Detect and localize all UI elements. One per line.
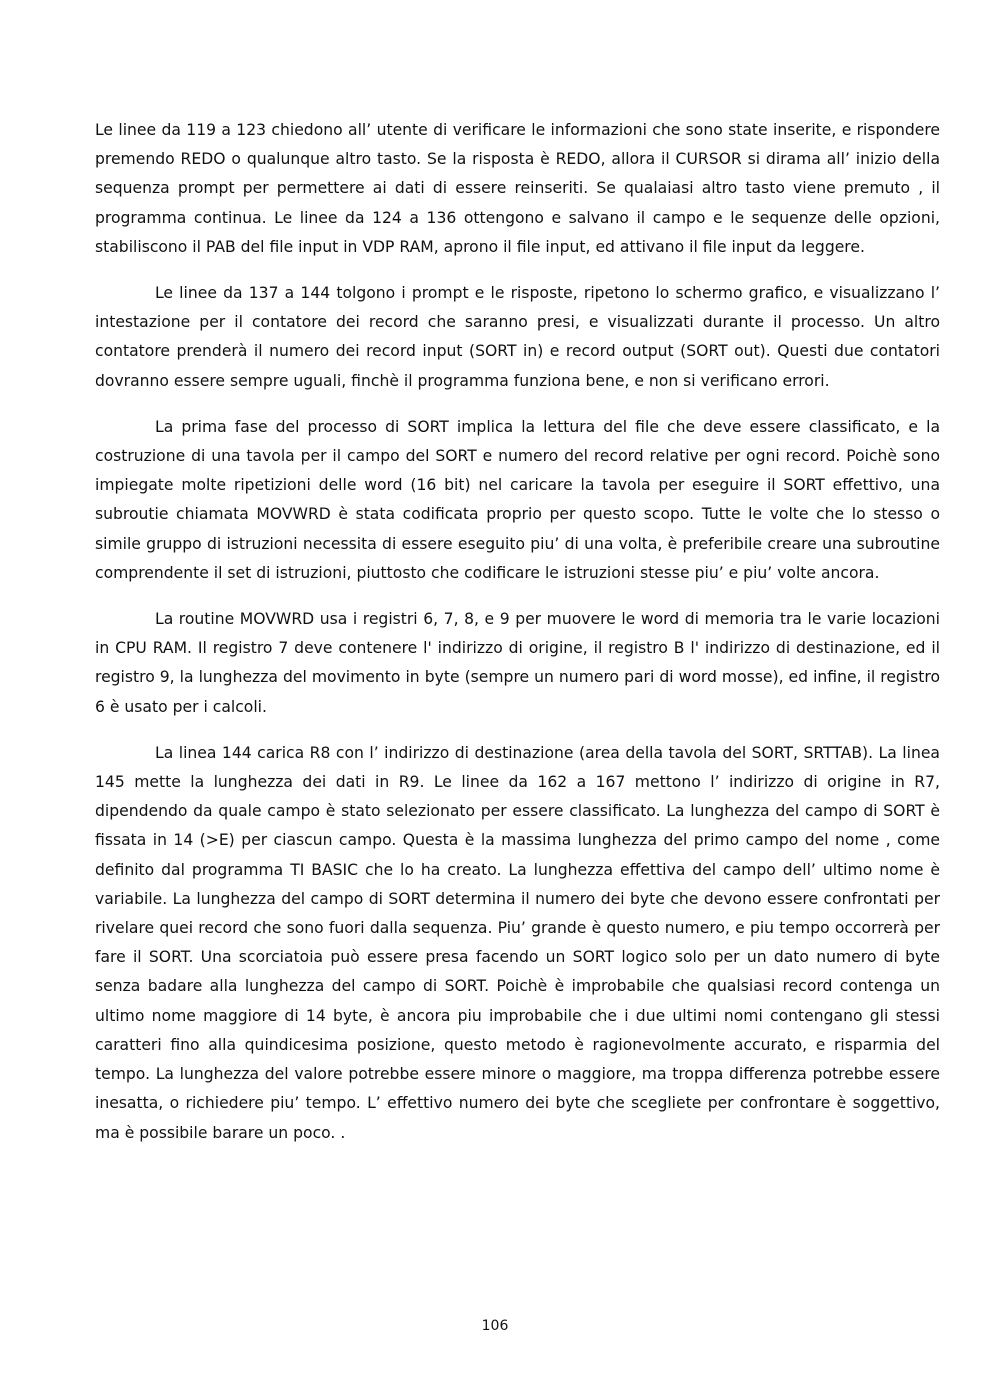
paragraph-1: Le linee da 119 a 123 chiedono all’ utente di verificare le informazioni che sono state inserite, e rispondere premendo REDO o qualunque altro tasto. Se la risposta è REDO, allora il CURSOR si dirama all’ inizio della sequenza prompt per permettere ai dati di essere reinseriti. Se qualaiasi altro tasto viene premuto , il programma continua. Le linee da 124 a 136 ottengono e salvano il campo e le sequenze delle opzioni, stabiliscono il PAB del file input in VDP RAM, aprono il file input, ed attivano il file input da leggere. — [95, 121, 940, 256]
page-number: 106 — [481, 1318, 509, 1334]
paragraph-2: Le linee da 137 a 144 tolgono i prompt e le risposte, ripetono lo schermo grafico, e visualizzano l’ intestazione per il contatore dei record che saranno presi, e visualizzati durante il processo. Un altro contatore prenderà il numero dei record input (SORT in) e record output (SORT out). Questi due contatori dovranno essere sempre uguali, finchè il programma funziona bene, e non si verificano errori. — [95, 284, 940, 390]
paragraph-4: La routine MOVWRD usa i registri 6, 7, 8, e 9 per muovere le word di memoria tra le varie locazioni in CPU RAM. Il registro 7 deve contenere l' indirizzo di origine, il registro B l' indirizzo di destinazione, ed il registro 9, la lunghezza del movimento in byte (sempre un numero pari di word mosse), ed infine, il registro 6 è usato per i calcoli. — [95, 610, 940, 716]
paragraph-3: La prima fase del processo di SORT implica la lettura del file che deve essere classificato, e la costruzione di una tavola per il campo del SORT e numero del record relative per ogni record. Poichè sono impiegate molte ripetizioni delle word (16 bit) nel caricare la tavola per eseguire il SORT effettivo, una subroutie chiamata MOVWRD è stata codificata proprio per questo scopo. Tutte le volte che lo stesso o simile gruppo di istruzioni necessita di essere eseguito piu’ di una volta, è preferibile creare una subroutine comprendente il set di istruzioni, piuttosto che codificare le istruzioni stesse piu’ e piu’ volte ancora. — [95, 417, 940, 582]
body-text — [95, 116, 940, 1165]
paragraph-5: La linea 144 carica R8 con l’ indirizzo di destinazione (area della tavola del SORT, SRTTAB). La linea 145 mette la lunghezza dei dati in R9. Le linee da 162 a 167 mettono l’ indirizzo di origine in R7, dipendendo da quale campo è stato selezionato per essere classificato. La lunghezza del campo di SORT è fissata in 14 (>E) per ciascun campo. Questa è la massima lunghezza del primo campo del nome , come definito dal programma TI BASIC che lo ha creato. La lunghezza effettiva del campo dell’ ultimo nome è variabile. La lunghezza del campo di SORT determina il numero dei byte che devono essere confrontati per rivelare quei record che sono fuori dalla sequenza. Piu’ grande è questo numero, e piu tempo occorrerà per fare il SORT. Una scorciatoia può essere presa facendo un SORT logico solo per un dato numero di byte senza badare alla lunghezza del campo di SORT. Poichè è improbabile che qualsiasi record contenga un ultimo nome maggiore di 14 byte, è ancora piu improbabile che i due ultimi nomi contengano gli stessi caratteri fino alla quindicesima posizione, questo metodo è ragionevolmente accurato, e risparmia del tempo. La lunghezza del valore potrebbe essere minore o maggiore, ma troppa differenza potrebbe essere inesatta, o richiedere piu’ tempo. L’ effettivo numero dei byte che scegliete per confrontare è soggettivo, ma è possibile barare un poco. . — [95, 743, 940, 1142]
